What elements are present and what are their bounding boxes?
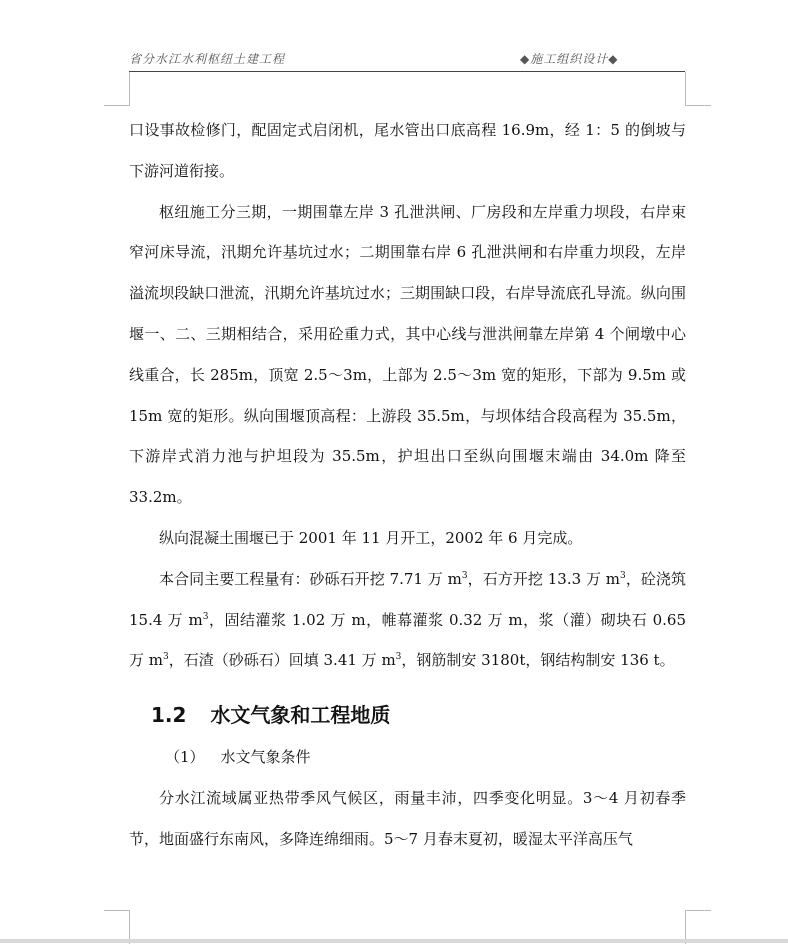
paragraph-continuation: 口设事故检修门，配固定式启闭机，尾水管出口底高程 16.9m，经 1：5 的倒坡与下游河道衔接。 xyxy=(129,121,686,180)
section-title: 水文气象和工程地质 xyxy=(210,703,391,728)
paragraph-construction-phases: 枢纽施工分三期，一期围靠左岸 3 孔泄洪闸、厂房段和左岸重力坝段，右岸束窄河床导流，汛期允许基坑过水；二期围靠右岸 6 孔泄洪闸和右岸重力坝段，左岸溢流坝段缺口泄流，汛期允许基坑过水；三期围缺口段，右岸导流底孔导流。纵向围堰一、二、三期相结合，采用砼重力式，其中心线与泄洪闸靠左岸第 4 个闸墩中心线重合，长 285m，顶宽 2.5～3m，上部为 2.5～3m 宽的矩形，下部为 9.5m 或 15m 宽的矩形。纵向围堰顶高程：上游段 35.5m，与坝体结合段高程为 35.5m，下游岸式消力池与护坦段为 35.5m，护坦出口至纵向围堰末端由 34.0m 降至 33.2m。 xyxy=(129,202,686,507)
paragraph-climate: 分水江流域属亚热带季风气候区，雨量丰沛，四季变化明显。3～4 月初春季节，地面盛行东南风，多降连绵细雨。5～7 月春末夏初，暖湿太平洋高压气 xyxy=(129,788,686,848)
header-rule xyxy=(129,71,685,72)
paragraph-cofferdam-schedule: 纵向混凝土围堰已于 2001 年 11 月开工，2002 年 6 月完成。 xyxy=(159,528,583,547)
header-title: 省分水江水利枢纽土建工程 xyxy=(129,52,286,66)
paragraph-quantities: 本合同主要工程量有：砂砾石开挖 7.71 万 $m^3$，石方开挖 13.3 万 $m^3$，砼浇筑 15.4 万 $m^3$，固结灌浆 1.02 万 m，帷幕灌浆 0.32 万 m，浆（灌）砌块石 0.65 万 $m^3$，石渣（砂砾石）回填 3.41 万 $m^3$，钢筋制安 3180t，钢结构制安 136 t。 xyxy=(129,569,686,670)
subsection-title: 水文气象条件 xyxy=(220,748,311,767)
page-bottom-edge xyxy=(0,939,788,943)
subsection-number: （1） xyxy=(165,748,205,767)
crop-mark-top-left xyxy=(104,72,130,106)
subsection-heading xyxy=(129,737,686,778)
crop-mark-top-right xyxy=(685,72,711,106)
section-number: 1.2 xyxy=(151,703,187,728)
section-heading xyxy=(151,695,686,735)
document-body xyxy=(129,110,686,860)
header-document-type: ◆施工组织设计◆ xyxy=(520,52,619,66)
